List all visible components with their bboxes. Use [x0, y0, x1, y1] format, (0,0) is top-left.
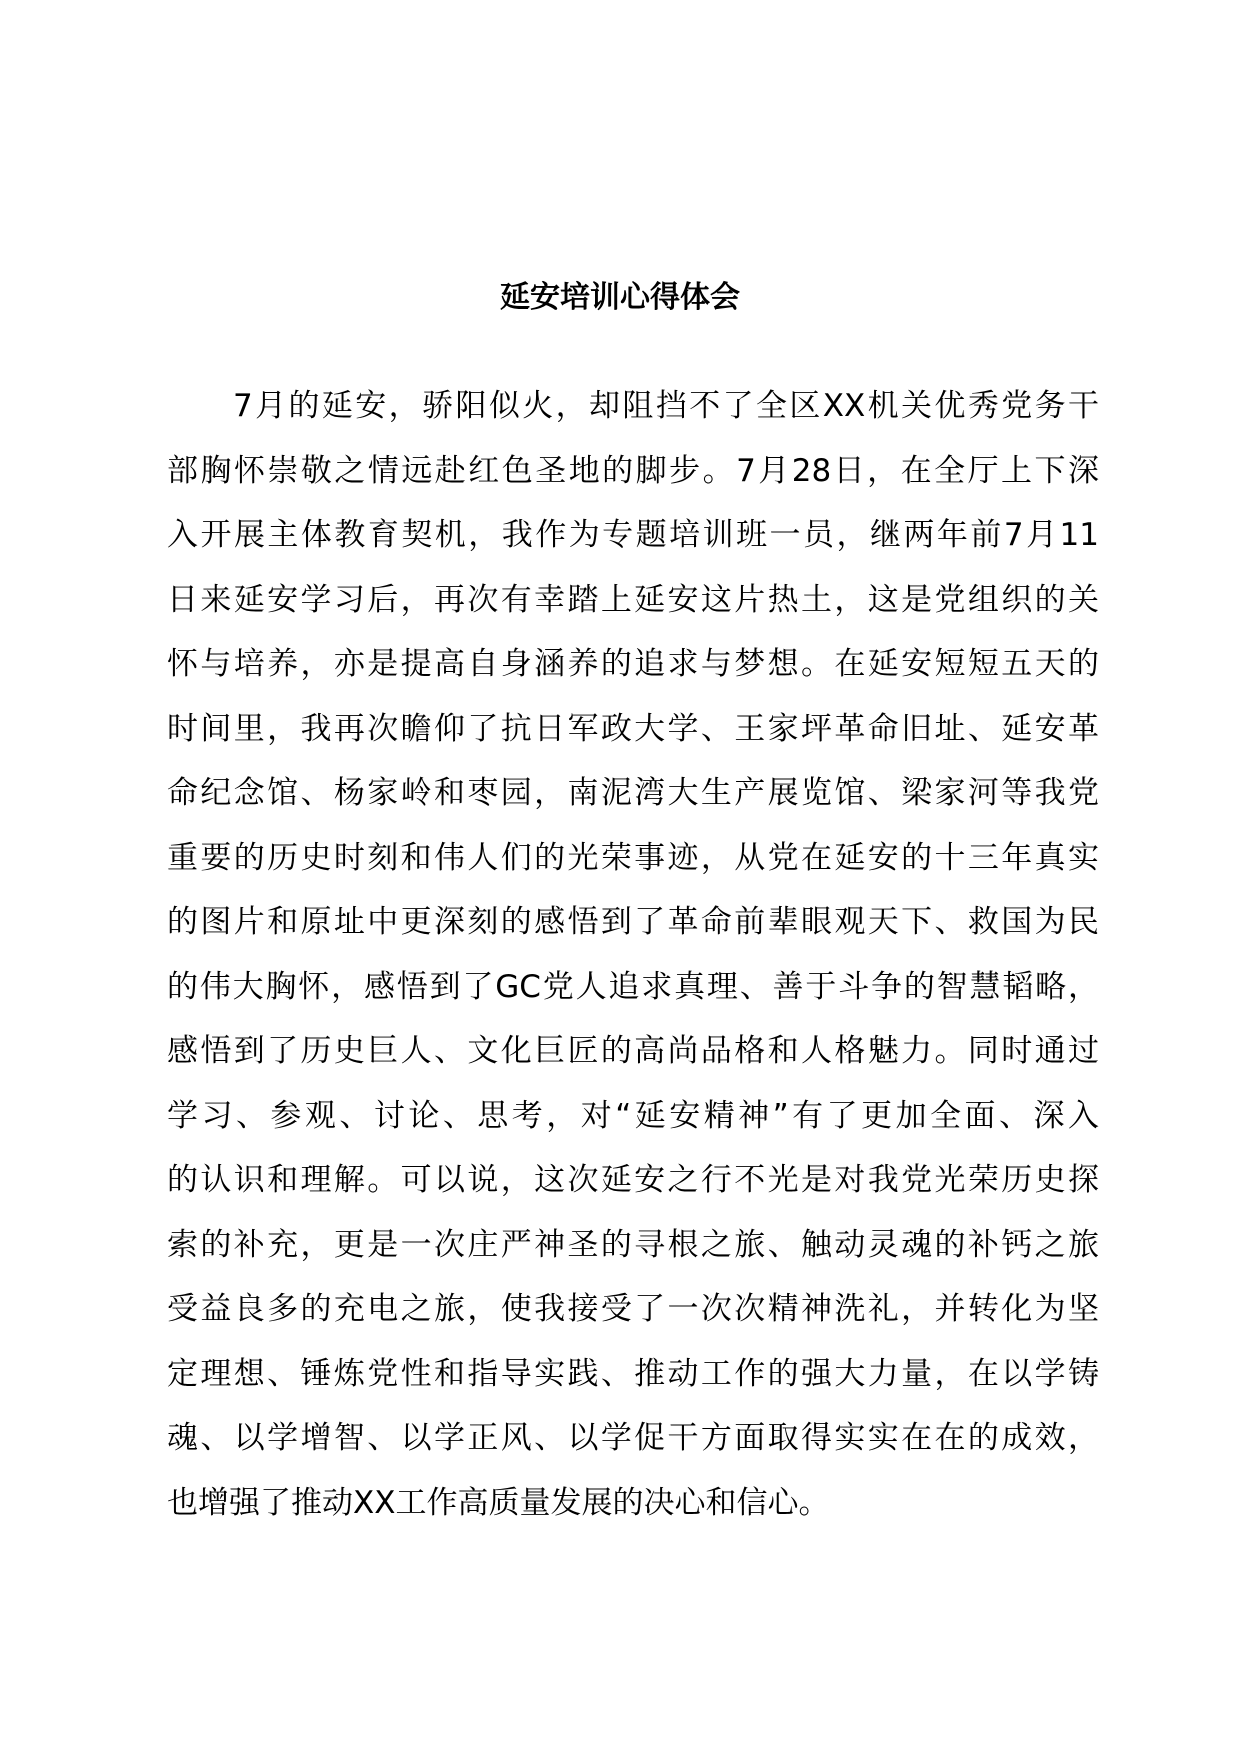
- paragraph-line: 感悟到了历史巨人、文化巨匠的高尚品格和人格魅力。同时通过: [167, 1033, 1099, 1069]
- paragraph-line: 受益良多的充电之旅，使我接受了一次次精神洗礼，并转化为坚: [167, 1291, 1099, 1327]
- document-title: 延安培训心得体会: [500, 280, 740, 315]
- paragraph-line: 入开展主体教育契机，我作为专题培训班一员，继两年前7月11: [167, 517, 1099, 553]
- paragraph-line: 日来延安学习后，再次有幸踏上延安这片热土，这是党组织的关: [167, 581, 1099, 618]
- paragraph-line: 重要的历史时刻和伟人们的光荣事迹，从党在延安的十三年真实: [167, 839, 1099, 876]
- paragraph-line: 定理想、锤炼党性和指导实践、推动工作的强大力量，在以学铸: [167, 1355, 1099, 1392]
- paragraph-line: 也增强了推动XX工作高质量发展的决心和信心。: [167, 1484, 830, 1521]
- paragraph-line: 7月的延安，骄阳似火，却阻挡不了全区XX机关优秀党务干: [233, 388, 1099, 424]
- paragraph-line: 学习、参观、讨论、思考，对“延安精神”有了更加全面、深入: [167, 1097, 1099, 1134]
- paragraph-line: 怀与培养，亦是提高自身涵养的追求与梦想。在延安短短五天的: [167, 646, 1099, 682]
- paragraph-line: 的认识和理解。可以说，这次延安之行不光是对我党光荣历史探: [167, 1162, 1099, 1198]
- document-body-paragraph: [167, 374, 1099, 1535]
- paragraph-line: 索的补充，更是一次庄严神圣的寻根之旅、触动灵魂的补钙之旅: [167, 1226, 1099, 1263]
- paragraph-line: 的图片和原址中更深刻的感悟到了革命前辈眼观天下、救国为民: [167, 904, 1099, 940]
- paragraph-line: 时间里，我再次瞻仰了抗日军政大学、王家坪革命旧址、延安革: [167, 710, 1099, 747]
- paragraph-line: 的伟大胸怀，感悟到了GC党人追求真理、善于斗争的智慧韬略，: [167, 968, 1099, 1005]
- paragraph-line: 部胸怀崇敬之情远赴红色圣地的脚步。7月28日，在全厅上下深: [167, 452, 1099, 489]
- paragraph-line: 命纪念馆、杨家岭和枣园，南泥湾大生产展览馆、梁家河等我党: [167, 775, 1099, 811]
- paragraph-line: 魂、以学增智、以学正风、以学促干方面取得实实在在的成效，: [167, 1420, 1099, 1456]
